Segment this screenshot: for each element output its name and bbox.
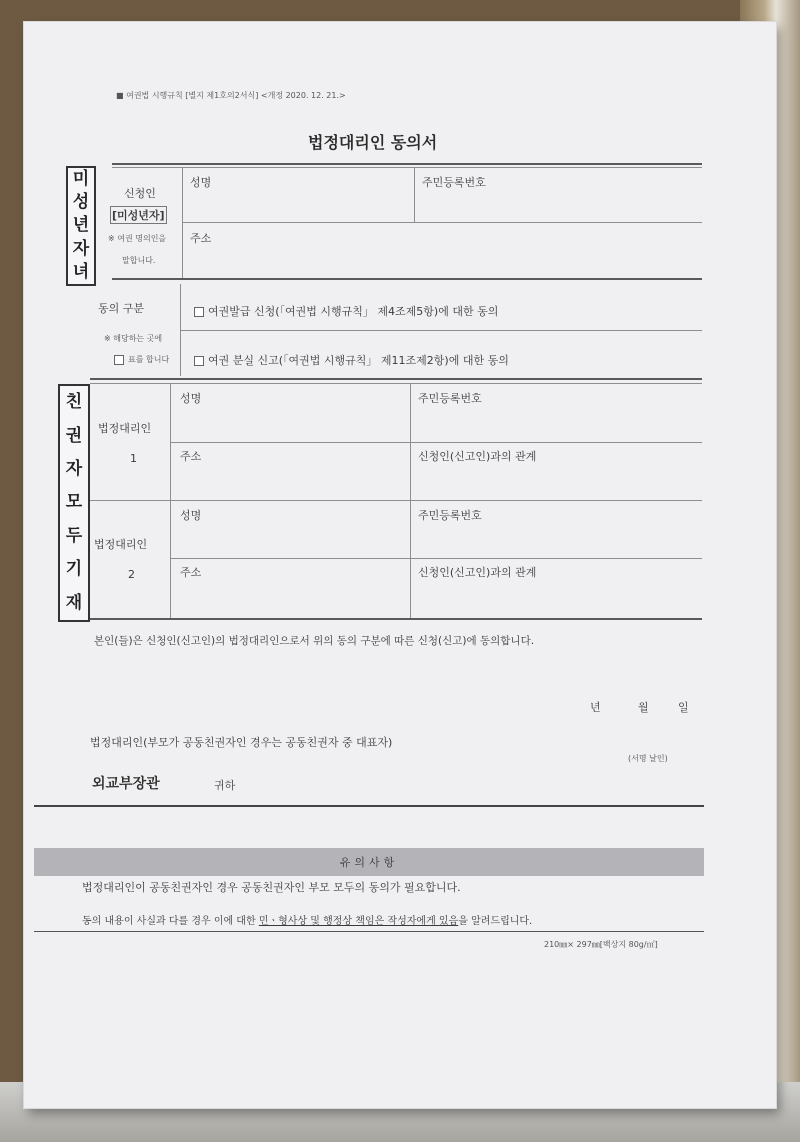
divider <box>414 168 415 222</box>
notice-line-2-plain: 동의 내용이 사실과 다를 경우 이에 대한 <box>82 916 259 927</box>
consent-note-1: ※ 해당하는 곳에 <box>104 334 163 343</box>
form-title: 법정대리인 동의서 <box>308 133 438 152</box>
consent-option-2-checkbox[interactable] <box>194 356 204 366</box>
date-day: 일 <box>678 701 689 714</box>
consent-label: 동의 구분 <box>98 302 145 315</box>
notice-line-2 <box>82 912 532 927</box>
guardian-2-address-label: 주소 <box>180 566 202 579</box>
form-header-note: ■ 여권법 시행규칙 [별지 제1호의2서식] <개정 2020. 12. 21.> <box>116 91 346 100</box>
consent-note-2 <box>114 354 169 365</box>
consent-option-1-checkbox[interactable] <box>194 307 204 317</box>
applicant-note-1: ※ 여권 명의인을 <box>108 234 167 243</box>
guardian-1-number: 1 <box>130 452 137 465</box>
minor-name-label: 성명 <box>190 176 212 189</box>
divider <box>182 222 702 223</box>
guardian-1-label: 법정대리인 <box>98 422 152 435</box>
applicant-sub-label: [미성년자] <box>110 206 167 224</box>
notice-title: 유의사항 <box>339 856 399 869</box>
side-char: 두 <box>65 525 83 546</box>
guardian-1-name-label: 성명 <box>180 392 202 405</box>
consent-note-checkbox-icon <box>114 355 124 365</box>
guardian-side-label <box>58 384 90 622</box>
divider <box>170 384 171 618</box>
side-char: 자 <box>65 459 83 480</box>
side-char: 권 <box>65 425 83 446</box>
side-char: 성 <box>72 192 90 213</box>
guardian-2-relation-label: 신청인(신고인)과의 관계 <box>418 566 537 579</box>
consent-option-1-text: 여권발급 신청(「여권법 시행규칙」 제4조제5항)에 대한 동의 <box>208 305 499 318</box>
guardian-1-address-label: 주소 <box>180 450 202 463</box>
applicant-note-2: 말합니다. <box>122 256 156 265</box>
consent-option-2-text: 여권 분실 신고(「여권법 시행규칙」 제11조제2항)에 대한 동의 <box>208 354 509 367</box>
guardian-2-label: 법정대리인 <box>94 538 148 551</box>
side-char: 년 <box>72 215 90 236</box>
signer-label: 법정대리인(부모가 공동친권자인 경우는 공동친권자 중 대표자) <box>90 736 393 749</box>
divider <box>90 618 702 620</box>
consent-note-2-text: 표를 합니다 <box>128 355 170 364</box>
divider <box>112 278 702 280</box>
form-paper <box>24 22 776 1108</box>
guardian-2-name-label: 성명 <box>180 509 202 522</box>
divider <box>112 163 702 165</box>
consent-option-1[interactable] <box>194 303 498 319</box>
date-year: 년 <box>590 701 601 714</box>
signature-note: (서명 날인) <box>628 754 668 763</box>
divider <box>90 383 702 384</box>
notice-line-1: 법정대리인이 공동친권자인 경우 공동친권자인 부모 모두의 동의가 필요합니다. <box>82 881 461 894</box>
divider <box>34 931 704 932</box>
side-char: 기 <box>65 559 83 580</box>
recipient: 외교부장관 <box>92 776 160 792</box>
guardian-2-rrn-label: 주민등록번호 <box>418 509 482 522</box>
divider <box>410 384 411 618</box>
side-char: 미 <box>72 169 90 190</box>
side-char: 친 <box>65 392 83 413</box>
divider <box>170 442 702 443</box>
side-char: 자 <box>72 238 90 259</box>
notice-line-2-tail: 을 알려드립니다. <box>458 916 533 927</box>
consent-option-2[interactable] <box>194 352 509 368</box>
notice-line-2-underlined: 민ㆍ형사상 및 행정상 책임은 작성자에게 있음 <box>258 916 459 927</box>
date-month: 월 <box>638 701 649 714</box>
divider <box>182 168 183 278</box>
guardian-1-rrn-label: 주민등록번호 <box>418 392 482 405</box>
guardian-1-relation-label: 신청인(신고인)과의 관계 <box>418 450 537 463</box>
guardian-2-number: 2 <box>128 568 135 581</box>
minor-side-label <box>66 166 96 286</box>
divider <box>34 805 704 807</box>
notice-title-bar <box>34 848 704 876</box>
minor-rrn-label: 주민등록번호 <box>422 176 486 189</box>
divider <box>112 167 702 168</box>
consent-statement: 본인(들)은 신청인(신고인)의 법정대리인으로서 위의 동의 구분에 따른 신청(신고)에 동의합니다. <box>94 635 535 647</box>
side-char: 녀 <box>72 261 90 282</box>
applicant-label: 신청인 <box>124 187 156 200</box>
divider <box>90 378 702 380</box>
divider <box>180 330 702 331</box>
side-char: 재 <box>65 592 83 613</box>
divider <box>90 500 702 501</box>
paper-spec: 210㎜× 297㎜[백상지 80g/㎡] <box>544 940 658 949</box>
divider <box>170 558 702 559</box>
recipient-suffix: 귀하 <box>214 779 236 792</box>
minor-address-label: 주소 <box>190 232 212 245</box>
side-char: 모 <box>65 492 83 513</box>
